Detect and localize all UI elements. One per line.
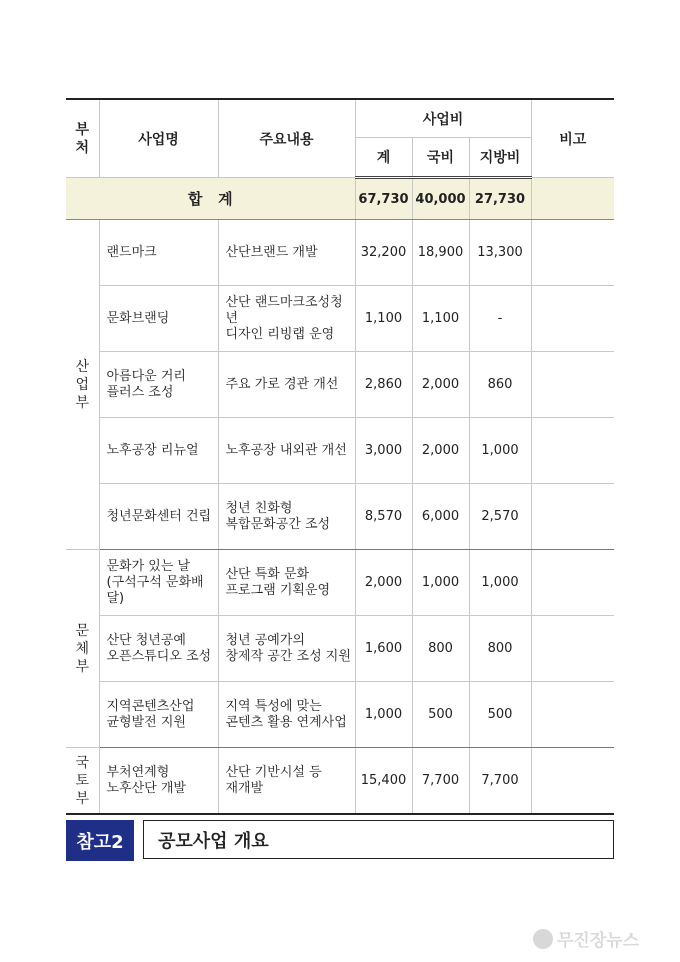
project-desc: [218, 286, 355, 352]
row-local: 2,570: [469, 484, 531, 550]
dept-char: 업: [75, 376, 90, 393]
project-desc: [218, 418, 355, 484]
table-row: [66, 748, 614, 815]
project-desc: [218, 616, 355, 682]
row-remarks: [531, 286, 614, 352]
row-local: 7,700: [469, 748, 531, 815]
row-national: 2,000: [412, 352, 469, 418]
project-name: [99, 748, 218, 815]
row-national: 1,000: [412, 550, 469, 616]
row-local: 13,300: [469, 220, 531, 286]
reference-tag: 참고2: [66, 820, 134, 861]
project-desc-line: 산단 기반시설 등: [225, 764, 322, 780]
dept-header-char: 부: [75, 121, 90, 138]
dept-char: 부: [75, 790, 90, 807]
remarks-header: 비고: [531, 99, 614, 178]
row-total: 15,400: [355, 748, 412, 815]
total-remarks: [531, 178, 614, 220]
total-row: [66, 178, 614, 220]
total-national: 40,000: [412, 178, 469, 220]
row-remarks: [531, 616, 614, 682]
project-name-line: 청년문화센터 건립: [106, 508, 212, 524]
mountain-logo-icon: [533, 929, 553, 949]
row-local: 1,000: [469, 550, 531, 616]
row-national: 500: [412, 682, 469, 748]
project-desc: [218, 550, 355, 616]
project-name-line: 노후산단 개발: [106, 780, 186, 796]
project-desc: [218, 484, 355, 550]
project-desc-line: 청년 공예가의: [225, 632, 305, 648]
dept-char: 문: [75, 622, 90, 639]
dept-cell-industry: [66, 220, 99, 550]
project-desc-line: 복합문화공간 조성: [225, 516, 331, 532]
content-header: 주요내용: [218, 99, 355, 178]
project-name-line: 오픈스튜디오 조성: [106, 648, 212, 664]
table-row: [66, 418, 614, 484]
project-name-line: (구석구석 문화배달): [106, 574, 204, 606]
watermark: [533, 926, 639, 951]
table-row: [66, 616, 614, 682]
project-desc-line: 산단 특화 문화: [225, 566, 310, 582]
header-row-1: [66, 99, 614, 138]
row-total: 2,000: [355, 550, 412, 616]
reference-title: 공모사업 개요: [143, 820, 614, 859]
project-name: [99, 616, 218, 682]
row-national: 6,000: [412, 484, 469, 550]
total-sum: 67,730: [355, 178, 412, 220]
project-desc: [218, 682, 355, 748]
row-total: 2,860: [355, 352, 412, 418]
table-row: [66, 352, 614, 418]
dept-char: 체: [75, 640, 90, 657]
project-desc-line: 프로그램 기획운영: [225, 582, 331, 598]
project-name-line: 노후공장 리뉴얼: [106, 442, 199, 458]
project-desc-line: 콘텐츠 활용 연계사업: [225, 714, 347, 730]
project-desc: [218, 352, 355, 418]
total-label-text: 합 계: [187, 190, 233, 208]
project-name: [99, 682, 218, 748]
dept-char: 토: [75, 772, 90, 789]
row-remarks: [531, 748, 614, 815]
row-local: 860: [469, 352, 531, 418]
project-desc-line: 재개발: [225, 780, 264, 796]
project-desc-line: 노후공장 내외관 개선: [225, 442, 347, 458]
table-row: [66, 286, 614, 352]
total-label: [66, 178, 355, 220]
project-desc-line: 청년 친화형: [225, 500, 293, 516]
budget-table: [66, 98, 614, 815]
row-total: 3,000: [355, 418, 412, 484]
project-name-line: 문화브랜딩: [106, 310, 170, 326]
project-name: [99, 220, 218, 286]
project-header: 사업명: [99, 99, 218, 178]
row-total: 8,570: [355, 484, 412, 550]
project-name: [99, 418, 218, 484]
project-name-line: 문화가 있는 날: [106, 558, 191, 574]
row-national: 2,000: [412, 418, 469, 484]
reference-heading: [66, 820, 614, 861]
row-remarks: [531, 220, 614, 286]
project-desc: [218, 220, 355, 286]
row-remarks: [531, 550, 614, 616]
row-local: 500: [469, 682, 531, 748]
project-name: [99, 484, 218, 550]
row-total: 32,200: [355, 220, 412, 286]
row-local: 1,000: [469, 418, 531, 484]
table-row: [66, 682, 614, 748]
table-row: [66, 484, 614, 550]
row-total: 1,600: [355, 616, 412, 682]
project-name-line: 아름다운 거리: [106, 368, 186, 384]
row-total: 1,100: [355, 286, 412, 352]
project-desc-line: 산단 랜드마크조성청년: [225, 294, 343, 326]
project-desc-line: 창제작 공간 조성 지원: [225, 648, 351, 664]
project-name-line: 랜드마크: [106, 244, 157, 260]
row-remarks: [531, 352, 614, 418]
row-local: 800: [469, 616, 531, 682]
dept-char: 산: [75, 358, 90, 375]
dept-char: 국: [75, 754, 90, 771]
project-desc-line: 주요 가로 경관 개선: [225, 376, 339, 392]
table-row: [66, 220, 614, 286]
dept-char: 부: [75, 394, 90, 411]
row-total: 1,000: [355, 682, 412, 748]
project-name: [99, 550, 218, 616]
row-local: -: [469, 286, 531, 352]
row-remarks: [531, 682, 614, 748]
project-desc: [218, 748, 355, 815]
total-local: 27,730: [469, 178, 531, 220]
dept-header-char: 처: [75, 139, 90, 156]
project-name: [99, 286, 218, 352]
project-name-line: 부처연계형: [106, 764, 170, 780]
project-desc-line: 디자인 리빙랩 운영: [225, 326, 335, 342]
project-desc-line: 산단브랜드 개발: [225, 244, 318, 260]
project-name-line: 지역콘텐츠산업: [106, 698, 195, 714]
row-remarks: [531, 418, 614, 484]
table-row: [66, 550, 614, 616]
project-name: [99, 352, 218, 418]
budget-header: 사업비: [355, 99, 531, 138]
project-name-line: 플러스 조성: [106, 384, 174, 400]
row-national: 1,100: [412, 286, 469, 352]
row-national: 800: [412, 616, 469, 682]
total-header: 계: [355, 138, 412, 178]
row-remarks: [531, 484, 614, 550]
local-header: 지방비: [469, 138, 531, 178]
row-national: 18,900: [412, 220, 469, 286]
project-name-line: 산단 청년공예: [106, 632, 186, 648]
dept-char: 부: [75, 658, 90, 675]
dept-cell-culture: [66, 550, 99, 748]
dept-cell-land: [66, 748, 99, 815]
project-name-line: 균형발전 지원: [106, 714, 186, 730]
watermark-text: 무진장뉴스: [557, 931, 640, 951]
national-header: 국비: [412, 138, 469, 178]
project-desc-line: 지역 특성에 맞는: [225, 698, 322, 714]
row-national: 7,700: [412, 748, 469, 815]
dept-header: [66, 99, 99, 178]
